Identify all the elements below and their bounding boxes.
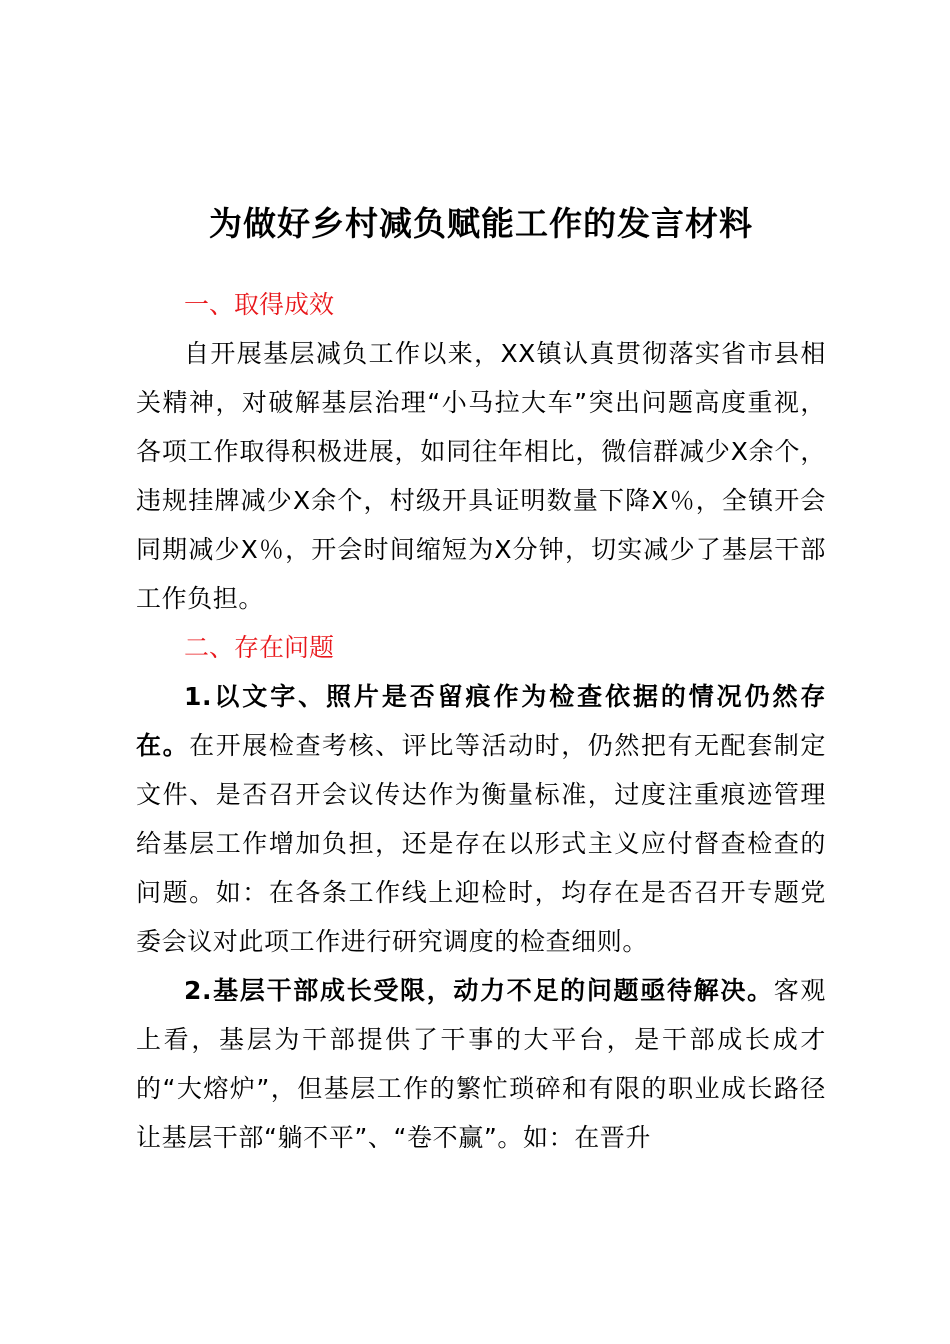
problem-item-1 (136, 672, 826, 966)
document-body (136, 200, 826, 1162)
problem-item-1-body: 在开展检查考核、评比等活动时，仍然把有无配套制定文件、是否召开会议传达作为衡量标准，过度注重痕迹管理给基层工作增加负担，还是存在以形式主义应付督查检查的问题。如：在各条工作线上迎检时，均存在是否召开专题党委会议对此项工作进行研究调度的检查细则。 (136, 731, 826, 956)
problem-item-2-body: 客观上看，基层为干部提供了干事的大平台，是干部成长成才的“大熔炉”，但基层工作的繁忙琐碎和有限的职业成长路径让基层干部“躺不平”、“卷不赢”。如：在晋升 (136, 976, 826, 1152)
document-title: 为做好乡村减负赋能工作的发言材料 (209, 204, 753, 243)
problem-item-2-lead: 2.基层干部成长受限，动力不足的问题亟待解决。 (184, 976, 774, 1005)
problem-item-2 (136, 966, 826, 1162)
achievements-paragraph: 自开展基层减负工作以来，XX镇认真贯彻落实省市县相关精神，对破解基层治理“小马拉大车”突出问题高度重视，各项工作取得积极进展，如同往年相比，微信群减少X余个，违规挂牌减少X余个，村级开具证明数量下降X％，全镇开会同期减少X％，开会时间缩短为X分钟，切实减少了基层干部工作负担。 (136, 339, 826, 613)
section-heading-problems: 二、存在问题 (184, 633, 335, 662)
section-heading-achievements: 一、取得成效 (184, 290, 335, 319)
problem-item-1-lead: 1.以文字、照片是否留痕作为检查依据的情况仍然存在。 (136, 682, 826, 760)
